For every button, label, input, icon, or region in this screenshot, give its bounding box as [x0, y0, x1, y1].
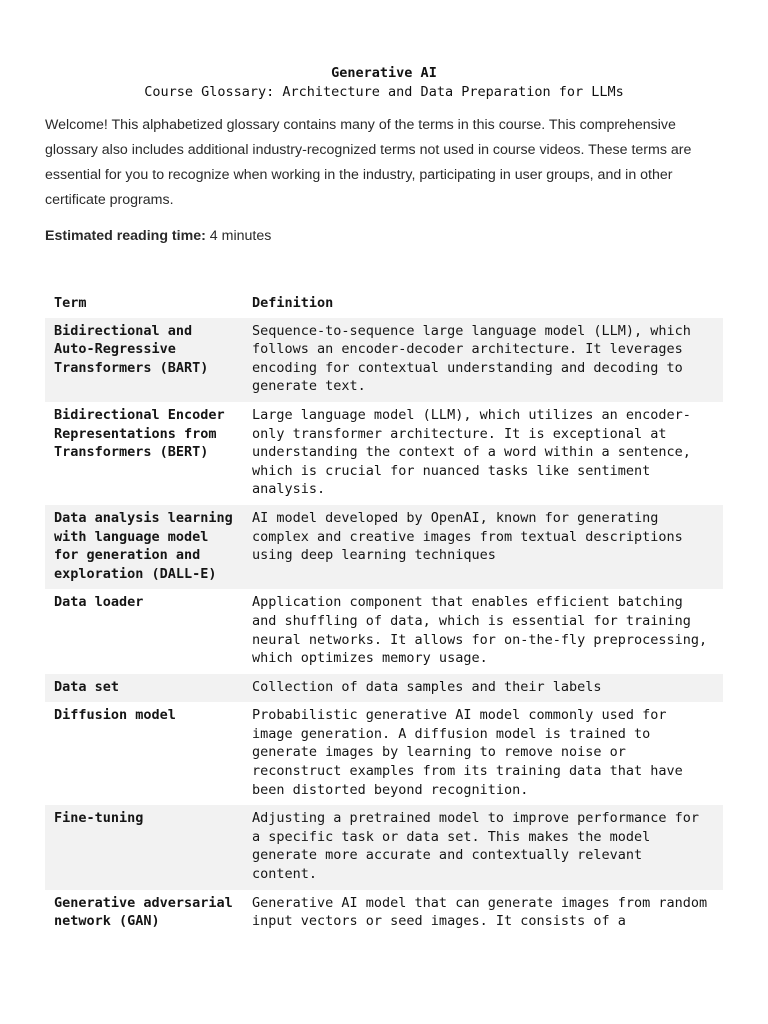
definition-cell: Large language model (LLM), which utilizes an encoder-only transformer architecture. It is exceptional at understanding the context of a word within a sentence, which is crucial for nuanced tasks like sentiment analysis. — [252, 406, 691, 498]
table-row — [45, 318, 723, 402]
table-header-row — [45, 290, 723, 318]
table-row — [45, 702, 723, 805]
definition-cell: Collection of data samples and their labels — [252, 678, 602, 695]
table-row — [45, 505, 723, 589]
column-header-definition: Definition — [252, 295, 334, 311]
table-row — [45, 402, 723, 505]
glossary-table — [45, 290, 723, 937]
definition-cell: Adjusting a pretrained model to improve performance for a specific task or data set. This makes the model generate more accurate and contextually relevant content. — [252, 810, 700, 883]
definition-cell: Sequence-to-sequence large language model (LLM), which follows an encoder-decoder architecture. It leverages encoding for contextual understanding and decoding to generate text. — [252, 322, 691, 395]
definition-cell: Application component that enables efficient batching and shuffling of data, which is essential for training neural networks. It allows for on-the-fly preprocessing, which optimizes memory usage. — [252, 594, 708, 667]
table-row — [45, 805, 723, 889]
intro-paragraph: Welcome! This alphabetized glossary contains many of the terms in this course. This comprehensive glossary also includes additional industry-recognized terms not used in course videos. These terms are essential for you to recognize when working in the industry, participating in user groups, and in other certificate programs. — [45, 117, 692, 208]
reading-time-label: Estimated reading time: — [45, 228, 206, 244]
definition-cell: Generative AI model that can generate images from random input vectors or seed images. It consists of a — [252, 894, 708, 930]
document-subtitle: Course Glossary: Architecture and Data Preparation for LLMs — [144, 84, 624, 100]
document-title: Generative AI — [331, 65, 437, 81]
definition-cell: Probabilistic generative AI model commonly used for image generation. A diffusion model is trained to generate images by learning to remove noise or reconstruct examples from its training data that have been distorted beyond recognition. — [252, 707, 683, 798]
table-row — [45, 674, 723, 703]
reading-time — [45, 225, 271, 247]
term-cell: Generative adversarial network (GAN) — [54, 894, 233, 930]
term-cell: Fine-tuning — [54, 810, 144, 827]
term-cell: Data set — [54, 678, 120, 695]
table-row — [45, 890, 723, 937]
term-cell: Bidirectional and Auto-Regressive Transformers (BART) — [54, 322, 209, 376]
term-cell: Bidirectional Encoder Representations from Transformers (BERT) — [54, 406, 225, 461]
definition-cell: AI model developed by OpenAI, known for generating complex and creative images from textual descriptions using deep learning techniques — [252, 509, 683, 564]
reading-time-value: 4 minutes — [209, 228, 272, 244]
table-row — [45, 589, 723, 673]
column-header-term: Term — [54, 295, 87, 311]
term-cell: Data analysis learning with language model for generation and exploration (DALL-E) — [54, 509, 233, 582]
term-cell: Data loader — [54, 594, 144, 611]
term-cell: Diffusion model — [54, 707, 176, 724]
